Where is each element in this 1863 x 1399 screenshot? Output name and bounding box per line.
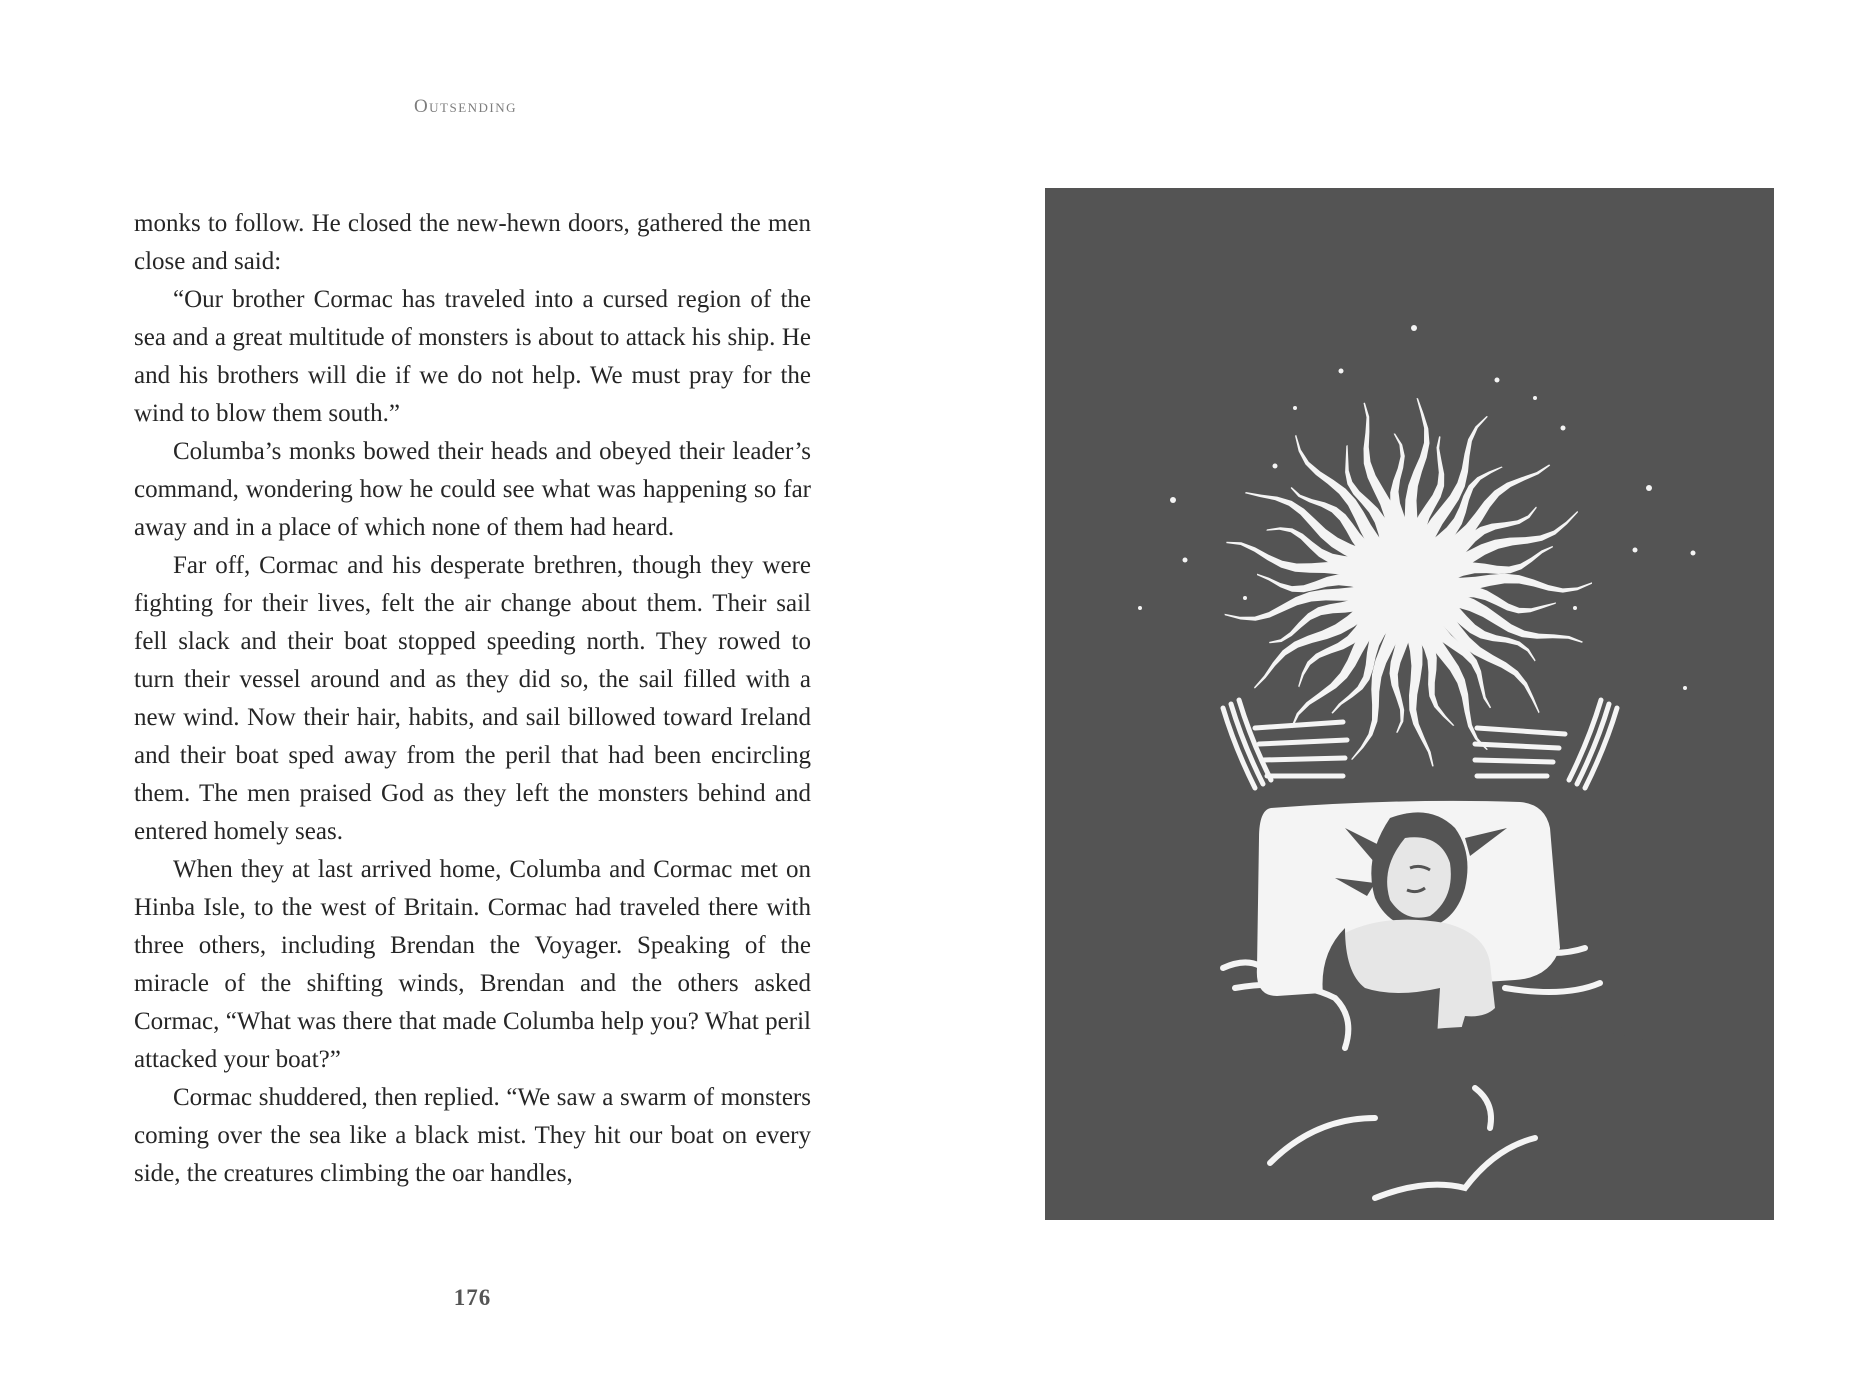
- paragraph: When they at last arrived home, Columba and Cormac met on Hinba Isle, to the west of Britain. Cormac had traveled there with three others, including Brendan the Voyager. Speaking of the miracle of the shifting winds, Brendan and the others asked Cormac, “What was there that made Columba help you? What peril attacked your boat?”: [134, 856, 811, 1073]
- bed-headboard-icon: [1223, 700, 1617, 788]
- running-head: Outsending: [413, 96, 518, 117]
- left-page: [0, 0, 931, 1399]
- paragraph: Cormac shuddered, then replied. “We saw a swarm of monsters coming over the sea like a black mist. They hit our boat on every side, the creatures climbing the oar handles,: [134, 1084, 811, 1187]
- paragraph: “Our brother Cormac has traveled into a cursed region of the sea and a great multitude of monsters is about to attack his ship. He and his brothers will die if we do not help. We must pray for the wind to blow them south.”: [134, 286, 811, 427]
- sun-core: [1393, 569, 1421, 597]
- paragraph: monks to follow. He closed the new-hewn doors, gathered the men close and said:: [134, 210, 811, 275]
- paragraph: Far off, Cormac and his desperate brethren, though they were fighting for their lives, felt the air change about them. Their sail fell slack and their boat stopped speeding north. They rowed to turn their vessel around and as they did so, the sail filled with a new wind. Now their hair, habits, and sail billowed toward Ireland and their boat sped away from the peril that had been encircling them. The men praised God as they left the monsters behind and entered homely seas.: [134, 552, 811, 845]
- right-page: [932, 0, 1863, 1399]
- woodcut-illustration: [1045, 188, 1774, 1220]
- body-text: [134, 205, 811, 1193]
- blanket-icon: [1165, 1026, 1665, 1220]
- paragraph: Columba’s monks bowed their heads and obeyed their leader’s command, wondering how he could see what was happening so far away and in a place of which none of them had heard.: [134, 438, 811, 541]
- sleeping-figure-sun-icon: [1045, 188, 1774, 1220]
- page-number: 176: [453, 1285, 492, 1310]
- sun-icon: [1225, 398, 1593, 766]
